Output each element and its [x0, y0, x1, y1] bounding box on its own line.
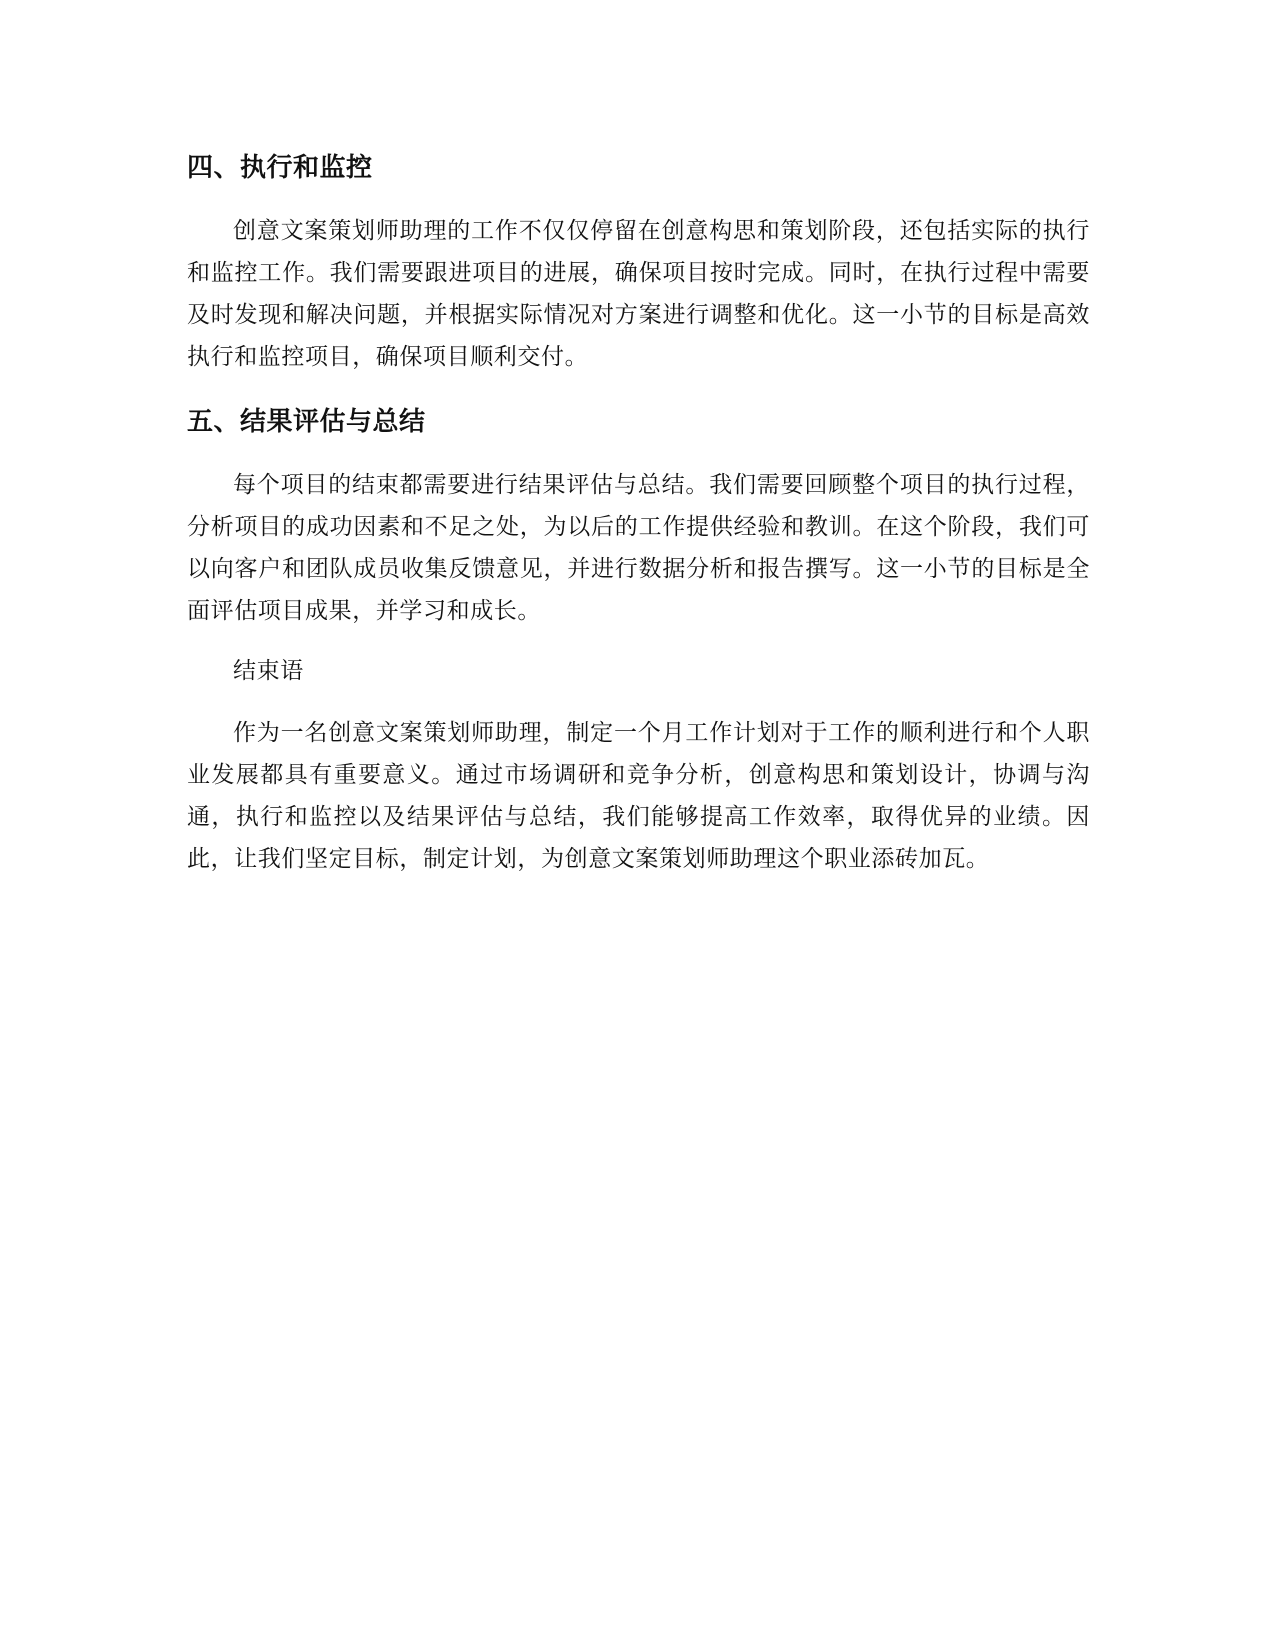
section-heading-results-evaluation: 五、结果评估与总结 — [187, 407, 426, 437]
document-page — [187, 138, 1090, 880]
closing-paragraph: 作为一名创意文案策划师助理，制定一个月工作计划对于工作的顺利进行和个人职业发展都具有重要意义。通过市场调研和竞争分析，创意构思和策划设计，协调与沟通，执行和监控以及结果评估与总结，我们能够提高工作效率，取得优异的业绩。因此，让我们坚定目标，制定计划，为创意文案策划师助理这个职业添砖加瓦。 — [187, 720, 1090, 872]
closing-label: 结束语 — [233, 658, 304, 684]
section-heading-execution-monitoring: 四、执行和监控 — [187, 153, 373, 183]
section-paragraph-execution-monitoring: 创意文案策划师助理的工作不仅仅停留在创意构思和策划阶段，还包括实际的执行和监控工作。我们需要跟进项目的进展，确保项目按时完成。同时，在执行过程中需要及时发现和解决问题，并根据实际情况对方案进行调整和优化。这一小节的目标是高效执行和监控项目，确保项目顺利交付。 — [187, 218, 1090, 370]
section-paragraph-results-evaluation: 每个项目的结束都需要进行结果评估与总结。我们需要回顾整个项目的执行过程，分析项目的成功因素和不足之处，为以后的工作提供经验和教训。在这个阶段，我们可以向客户和团队成员收集反馈意见，并进行数据分析和报告撰写。这一小节的目标是全面评估项目成果，并学习和成长。 — [187, 472, 1090, 624]
